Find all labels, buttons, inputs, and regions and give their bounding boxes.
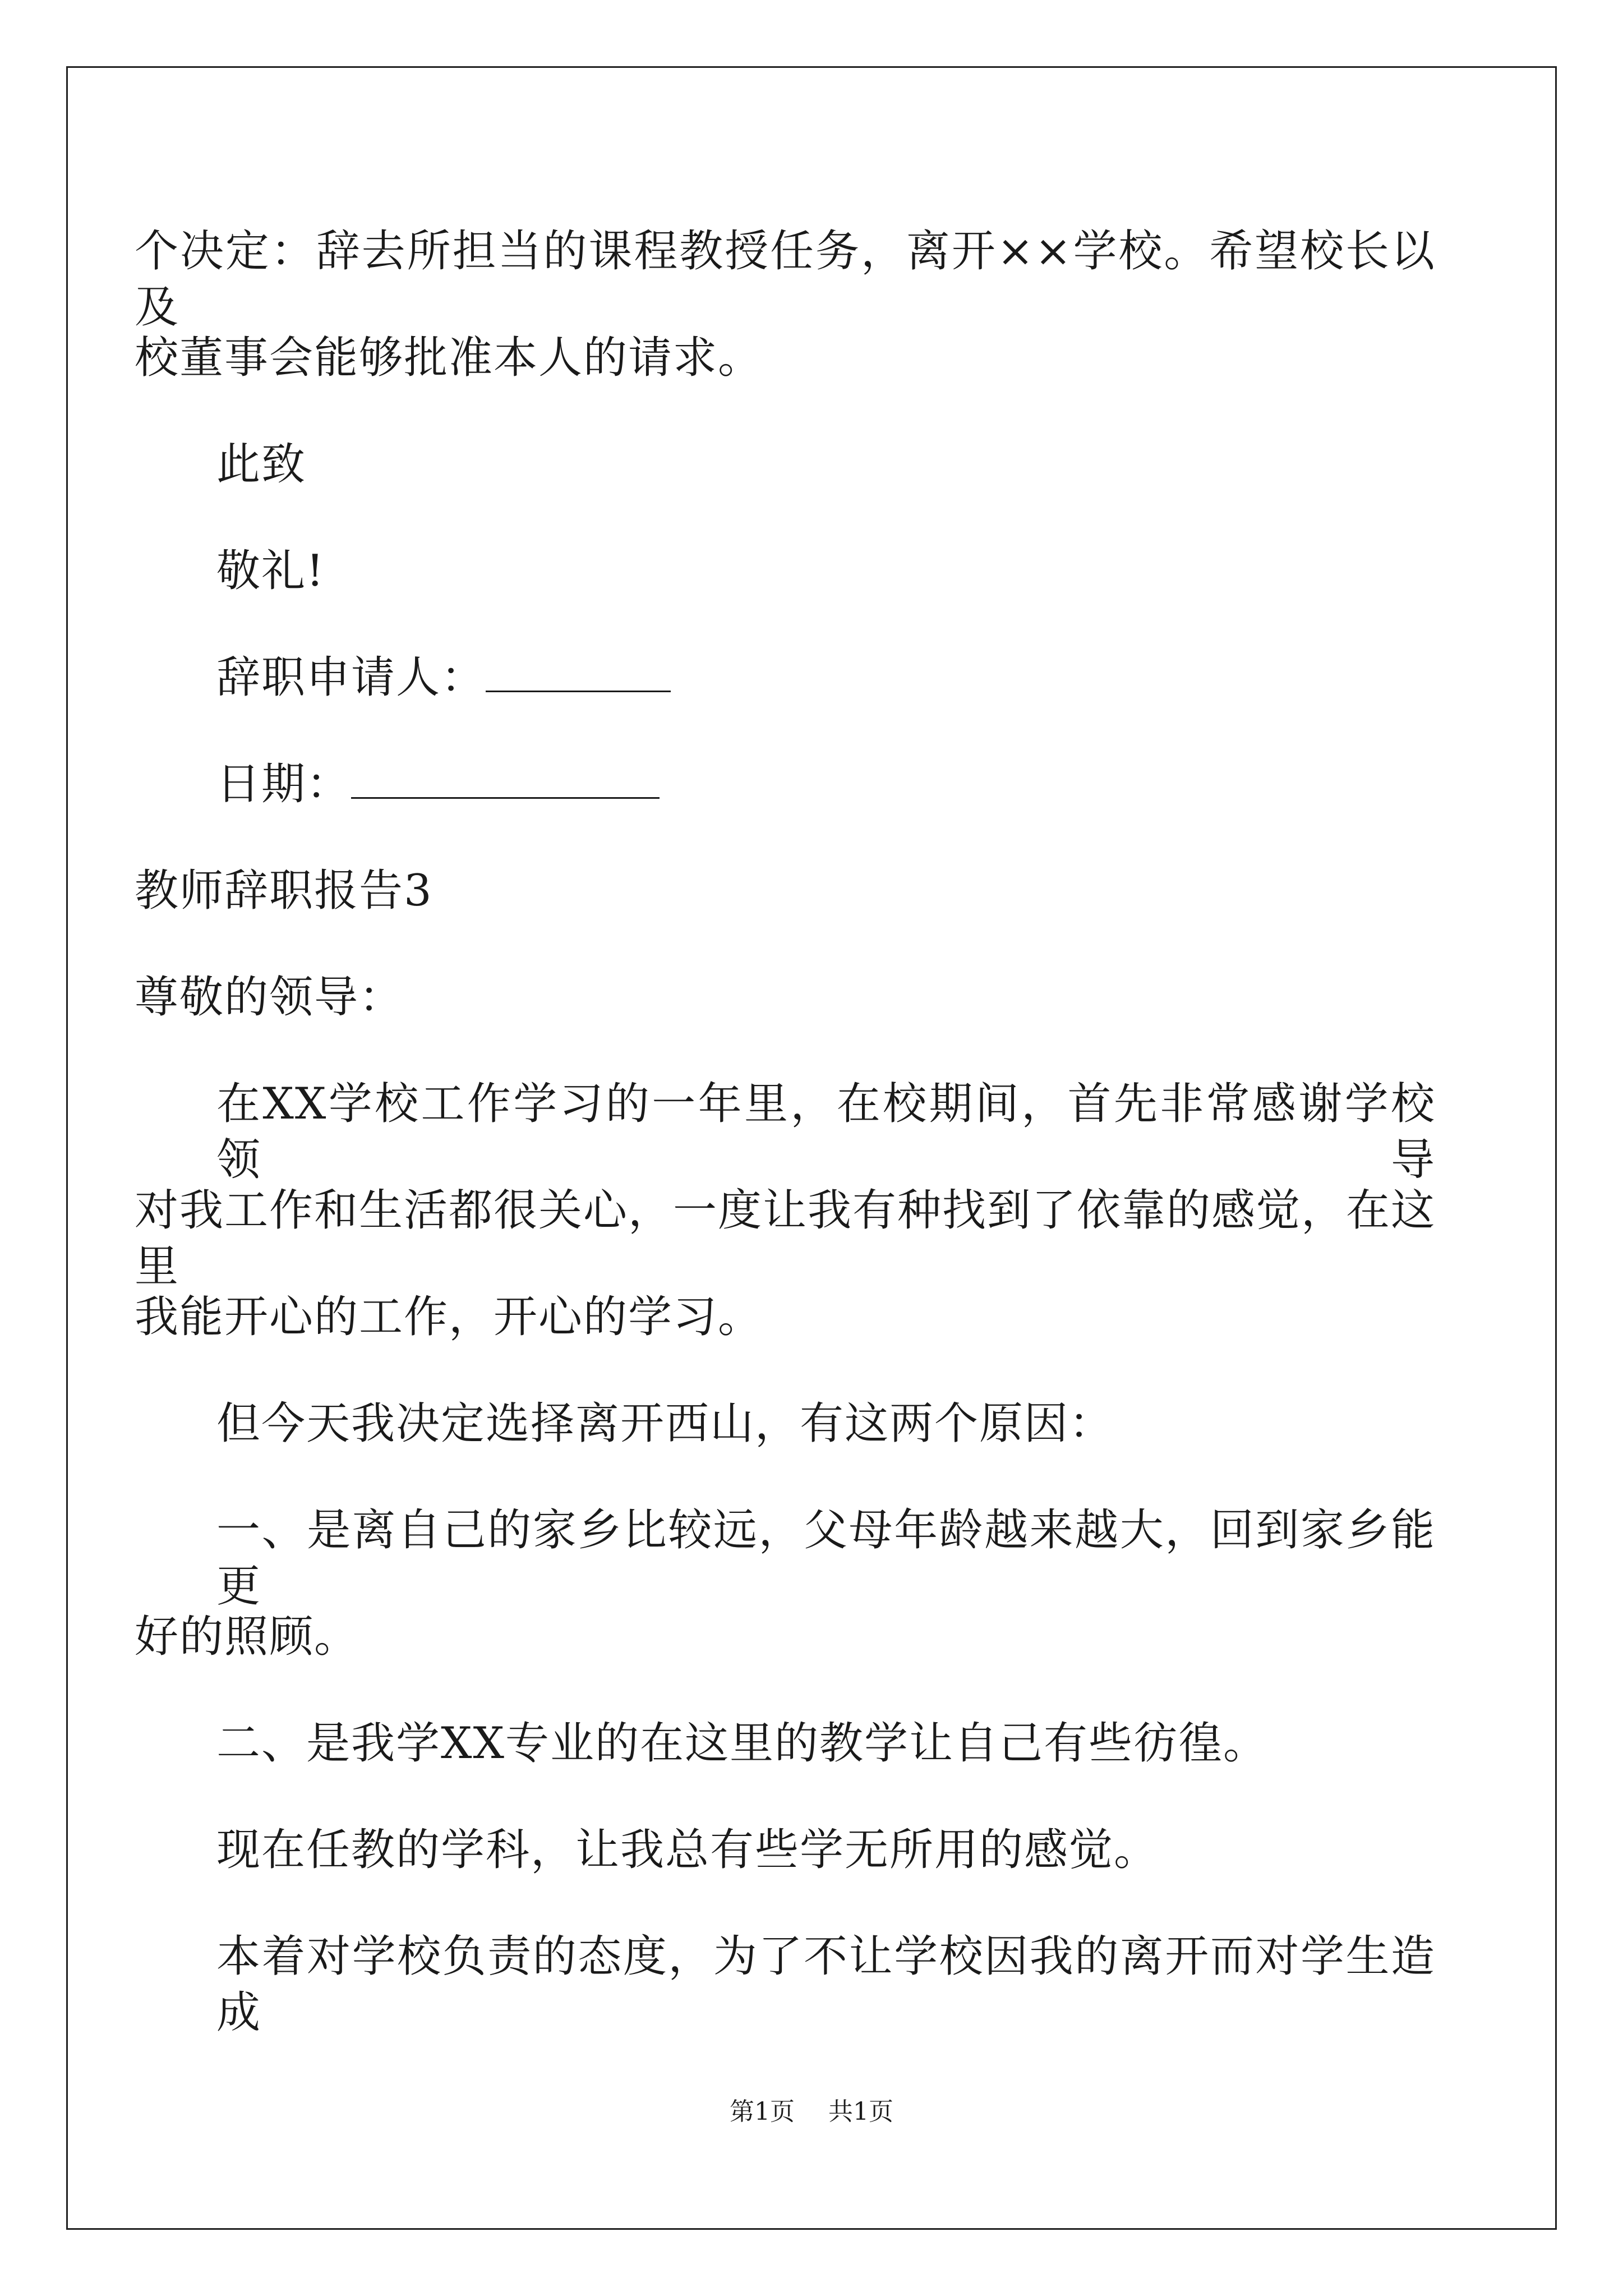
closing-salutation: 此致: [216, 439, 307, 490]
greeting: 尊敬的领导：: [135, 972, 404, 1023]
date-line: [216, 756, 660, 812]
text-line: 现在任教的学科，让我总有些学无所用的感觉。: [216, 1825, 1159, 1875]
date-label: 日期：: [216, 759, 352, 809]
text-line: 我能开心的工作，开心的学习。: [135, 1292, 763, 1342]
text-line: 个决定：辞去所担当的课程教授任务，离开××学校。希望校长以及: [135, 226, 1436, 333]
applicant-signature-line: [216, 650, 671, 706]
applicant-label: 辞职申请人：: [216, 652, 486, 703]
closing-regards: 敬礼!: [216, 546, 325, 596]
section-title: 教师辞职报告3: [135, 866, 433, 916]
text-line: 但今天我决定选择离开西山，有这两个原因：: [216, 1398, 1114, 1449]
text-line: 好的照顾。: [135, 1612, 359, 1662]
text-line: 对我工作和生活都很关心，一度让我有种找到了依靠的感觉，在这里: [135, 1185, 1436, 1292]
page-footer: [0, 2095, 1623, 2129]
text-line: 二、是我学XX专业的在这里的教学让自己有些彷徨。: [216, 1718, 1269, 1769]
applicant-blank: [486, 651, 671, 692]
page-total: 共1页: [828, 2097, 893, 2126]
text-line: 一、是离自己的家乡比较远，父母年龄越来越大，回到家乡能更: [216, 1505, 1436, 1612]
text-line: 本着对学校负责的态度，为了不让学校因我的离开而对学生造成: [216, 1931, 1436, 2038]
date-blank: [351, 758, 660, 799]
text-line: 在XX学校工作学习的一年里，在校期间，首先非常感谢学校领导: [216, 1079, 1436, 1185]
page-number: 第1页: [730, 2097, 795, 2126]
text-line: 校董事会能够批准本人的请求。: [135, 333, 763, 383]
